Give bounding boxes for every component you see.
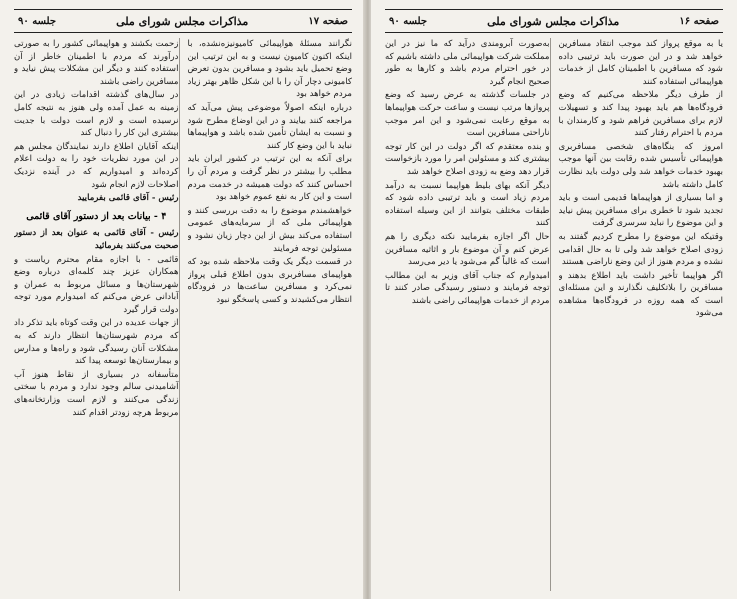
right-page-right-column — [559, 38, 724, 591]
paragraph: وقتیکه این موضوع را مطرح کردیم گفتند به زودی اصلاح خواهد شد ولی تا به حال اقدامی نشده و مردم هنوز از این وضع ناراضی هستند — [558, 231, 723, 268]
paragraph: برای آنکه به این ترتیب در کشور ایران باید مطلب را بیشتر در نظر گرفت و مردم آن را احساس کنند که دولت همیشه در خدمت مردم است و این کار به نفع عموم خواهد بود — [187, 154, 352, 203]
right-page-columns — [385, 38, 723, 591]
right-page-left-column — [385, 38, 551, 591]
paragraph: در جلسات گذشته به عرض رسید که وضع پروازها مرتب نیست و ساعت حرکت هواپیماها به موقع رعایت نمی‌شود و این امر موجب ناراحتی مسافرین است — [385, 90, 550, 139]
paragraph: در قسمت دیگر یک وقت ملاحظه شده بود که هواپیمای مسافربری بدون اطلاع قبلی پرواز نمی‌کرد و مسافرین ساعت‌ها در فرودگاه انتظار می‌کشیدند و کسی پاسخگو نبود — [187, 257, 352, 305]
paragraph: امیدوارم که جناب آقای وزیر به این مطالب توجه فرمایند و دستور رسیدگی صادر کنند تا مردم از خدمات هواپیمائی راضی باشند — [385, 270, 550, 306]
right-page — [371, 0, 737, 599]
paragraph: متأسفانه در بسیاری از نقاط هنوز آب آشامیدنی سالم وجود ندارد و مردم با سختی زندگی می‌کنند و لازم است وزارتخانه‌های مربوط هرچه زودتر اقدام کنند — [14, 369, 179, 418]
left-page-right-column — [188, 38, 353, 591]
paragraph: زحمت بکشند و هواپیمائی کشور را به صورتی درآورند که مردم با اطمینان خاطر از آن استفاده کنند و دیگر این مشکلات پیش نیاید و مسافرین راضی باشند — [14, 39, 179, 87]
paragraph: اینکه آقایان اطلاع دارند نمایندگان مجلس هم در این مورد نظریات خود را به دولت اعلام کرده‌اند و امیدواریم که در آینده نزدیک اصلاحات لازم انجام شود — [14, 141, 179, 190]
left-page-header — [14, 9, 352, 33]
left-page-number: صفحه ۱۷ — [308, 15, 348, 27]
paragraph: نگرانند مسئلهٔ هواپیمائی کامیونیزه‌نشده، با اینکه اکنون کامیون نیست و به این ترتیب این وضع تحمیل باید بشود و مسافرین بدون تعرض کامیونی دچار آن را با این شکل ظاهر بهتر زیاد مردم خواهد بود — [187, 39, 352, 100]
left-page-columns — [14, 38, 352, 591]
paragraph: خواهشمندم موضوع را به دقت بررسی کنند و هواپیمائی ملی که از سرمایه‌های عمومی استفاده می‌کند بیش از این دچار زیان نشود و مسئولین توجه فرمایند — [187, 205, 352, 254]
paragraph: دیگر آنکه بهای بلیط هواپیما نسبت به درآمد مردم زیاد است و باید ترتیبی داده شود که طبقات مختلف بتوانند از این وسیله استفاده کنند — [385, 180, 550, 229]
paragraph: به‌صورت آبرومندی درآید که ما نیز در این مملکت شرکت هواپیمائی ملی داشته باشیم که در خور احترام مردم باشد و کارها به طور صحیح انجام گیرد — [385, 39, 550, 87]
paragraph: اگر هواپیما تأخیر داشت باید اطلاع بدهند و مسافرین را بلاتکلیف نگذارند و این مسئله‌ای است که همه روزه در فرودگاه‌ها مشاهده می‌شود — [558, 270, 723, 319]
left-session-label: جلسه ۹۰ — [18, 15, 57, 27]
paragraph: یا به موقع پرواز کند موجب انتقاد مسافرین خواهد شد و در این صورت باید ترتیبی داده شود که مسافرین با اطمینان کامل از خدمات هواپیمائی استفاده کنند — [558, 39, 723, 87]
paragraph: درباره اینکه اصولاً موضوعی پیش می‌آید که مراجعه کنند بیایند و در این اوضاع مطرح شود و نسبت به ایشان تأمین شده باشد و هواپیماها نباید با این وضع کار کنند — [187, 102, 352, 151]
paragraph: امروز که بنگاه‌های شخصی مسافربری هواپیمائی تأسیس شده رقابت بین آنها موجب بهبود خدمات خواهد شد ولی دولت باید نظارت کامل داشته باشد — [558, 141, 723, 190]
right-page-number: صفحه ۱۶ — [679, 15, 719, 27]
left-page-left-column — [14, 38, 180, 591]
paragraph: و اما بسیاری از هواپیماها قدیمی است و باید تجدید شود تا خطری برای مسافرین پیش نیاید و این موضوع را نباید سرسری گرفت — [558, 193, 723, 229]
section-heading: ۴ - بیانات بعد از دستور آقای قائمی — [26, 210, 167, 222]
paragraph: و بنده معتقدم که اگر دولت در این کار توجه بیشتری کند و مسئولین امر را مورد بازخواست قرار دهد وضع به زودی اصلاح خواهد شد — [385, 141, 550, 177]
right-page-title: مذاکرات مجلس شورای ملی — [487, 14, 620, 28]
right-session-label: جلسه ۹۰ — [389, 15, 428, 27]
speaker-line: رئیس - آقای قائمی بفرمایید — [77, 193, 179, 204]
left-page-title: مذاکرات مجلس شورای ملی — [116, 14, 249, 28]
paragraph: از جهات عدیده در این وقت کوتاه باید تذکر داد که مردم شهرستان‌ها انتظار دارند که به مشکلات آنان رسیدگی شود و راه‌ها و مدارس و بیمارستان‌ها توسعه پیدا کند — [14, 318, 179, 367]
paragraph: قائمی - با اجازه مقام محترم ریاست و همکاران عزیز چند کلمه‌ای درباره وضع شهرستان‌ها و مسائل مربوط به عمران و آبادانی عرض می‌کنم که امیدوارم مورد توجه دولت قرار گیرد — [14, 254, 179, 315]
right-page-header — [385, 9, 723, 33]
speaker-line: رئیس - آقای قائمی به عنوان بعد از دستور صحبت می‌کنند بفرمائید — [14, 228, 179, 251]
paragraph: از طرف دیگر ملاحظه می‌کنیم که وضع فرودگاه‌ها هم باید بهبود پیدا کند و تسهیلات لازم برای مسافرین فراهم شود و کارمندان با مردم با احترام رفتار کنند — [558, 90, 723, 139]
paragraph: در سال‌های گذشته اقدامات زیادی در این زمینه به عمل آمده ولی هنوز به نتیجه کامل نرسیده است و لازم است دولت با جدیت بیشتری این کار را دنبال کند — [14, 90, 179, 139]
left-page — [0, 0, 366, 599]
paragraph: حال اگر اجازه بفرمایید نکته دیگری را هم عرض کنم و آن موضوع بار و اثاثیه مسافرین است که غالباً گم می‌شود یا دیر می‌رسد — [385, 231, 550, 268]
